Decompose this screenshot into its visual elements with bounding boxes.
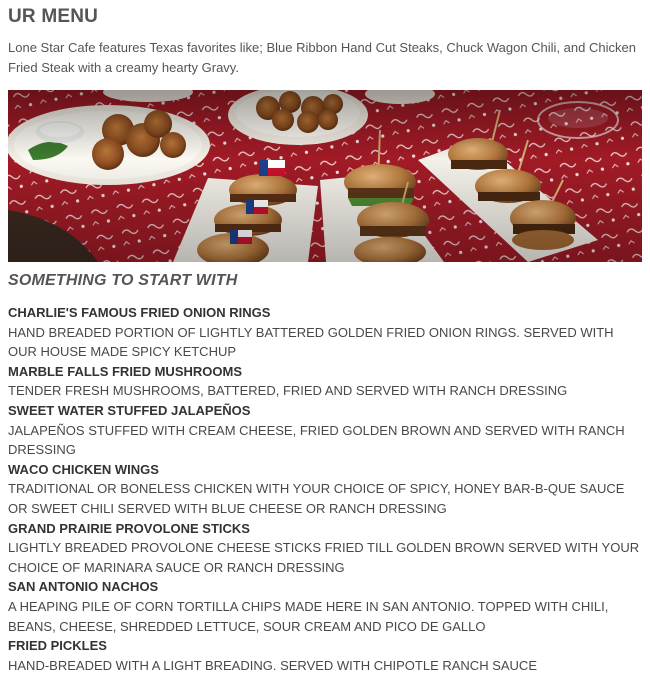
- menu-item: [8, 362, 644, 401]
- menu-item-name: SAN ANTONIO NACHOS: [8, 579, 159, 595]
- menu-item-description: JALAPEÑOS STUFFED WITH CREAM CHEESE, FRIED GOLDEN BROWN AND SERVED WITH RANCH DRESSING: [8, 422, 625, 458]
- menu-item-description: LIGHTLY BREADED PROVOLONE CHEESE STICKS FRIED TILL GOLDEN BROWN SERVED WITH YOUR CHOICE OF MARINARA SAUCE OR RANCH DRESSING: [8, 540, 640, 575]
- menu-item: [8, 401, 644, 460]
- section-title: SOMETHING TO START WITH: [8, 272, 238, 289]
- menu-item-description: TRADITIONAL OR BONELESS CHICKEN WITH YOUR CHOICE OF SPICY, HONEY BAR-B-QUE SAUCE OR SWEET CHILI SERVED WITH BLUE CHEESE OR RANCH DRESSING: [8, 481, 625, 516]
- intro-text: Lone Star Cafe features Texas favorites like; Blue Ribbon Hand Cut Steaks, Chuck Wagon Chili, and Chicken Fried Steak with a creamy hearty Gravy.: [8, 40, 636, 75]
- menu-item: [8, 460, 644, 519]
- menu-item: [8, 519, 644, 578]
- menu-item-description: HAND-BREADED WITH A LIGHT BREADING. SERVED WITH CHIPOTLE RANCH SAUCE: [8, 657, 537, 673]
- menu-item-description: HAND BREADED PORTION OF LIGHTLY BATTERED GOLDEN FRIED ONION RINGS. SERVED WITH OUR HOUSE MADE SPICY KETCHUP: [8, 324, 614, 360]
- menu-item: [8, 577, 644, 636]
- menu-item: [8, 636, 644, 675]
- menu-item-name: FRIED PICKLES: [8, 638, 107, 654]
- menu-item-name: MARBLE FALLS FRIED MUSHROOMS: [8, 363, 242, 379]
- menu-item-name: CHARLIE'S FAMOUS FRIED ONION RINGS: [8, 305, 271, 320]
- page-title: UR MENU: [8, 6, 99, 27]
- menu-item-name: WACO CHICKEN WINGS: [8, 461, 159, 477]
- menu-item: [8, 303, 644, 362]
- menu-item-description: A HEAPING PILE OF CORN TORTILLA CHIPS MADE HERE IN SAN ANTONIO. TOPPED WITH CHILI, BEANS, CHEESE, SHREDDED LETTUCE, SOUR CREAM AND PICO DE GALLO: [8, 598, 609, 634]
- food-platters-photo: [8, 90, 642, 262]
- menu-list: [8, 303, 644, 675]
- menu-item-description: TENDER FRESH MUSHROOMS, BATTERED, FRIED AND SERVED WITH RANCH DRESSING: [8, 383, 568, 399]
- menu-item-name: SWEET WATER STUFFED JALAPEÑOS: [8, 402, 251, 418]
- menu-item-name: GRAND PRAIRIE PROVOLONE STICKS: [8, 520, 250, 536]
